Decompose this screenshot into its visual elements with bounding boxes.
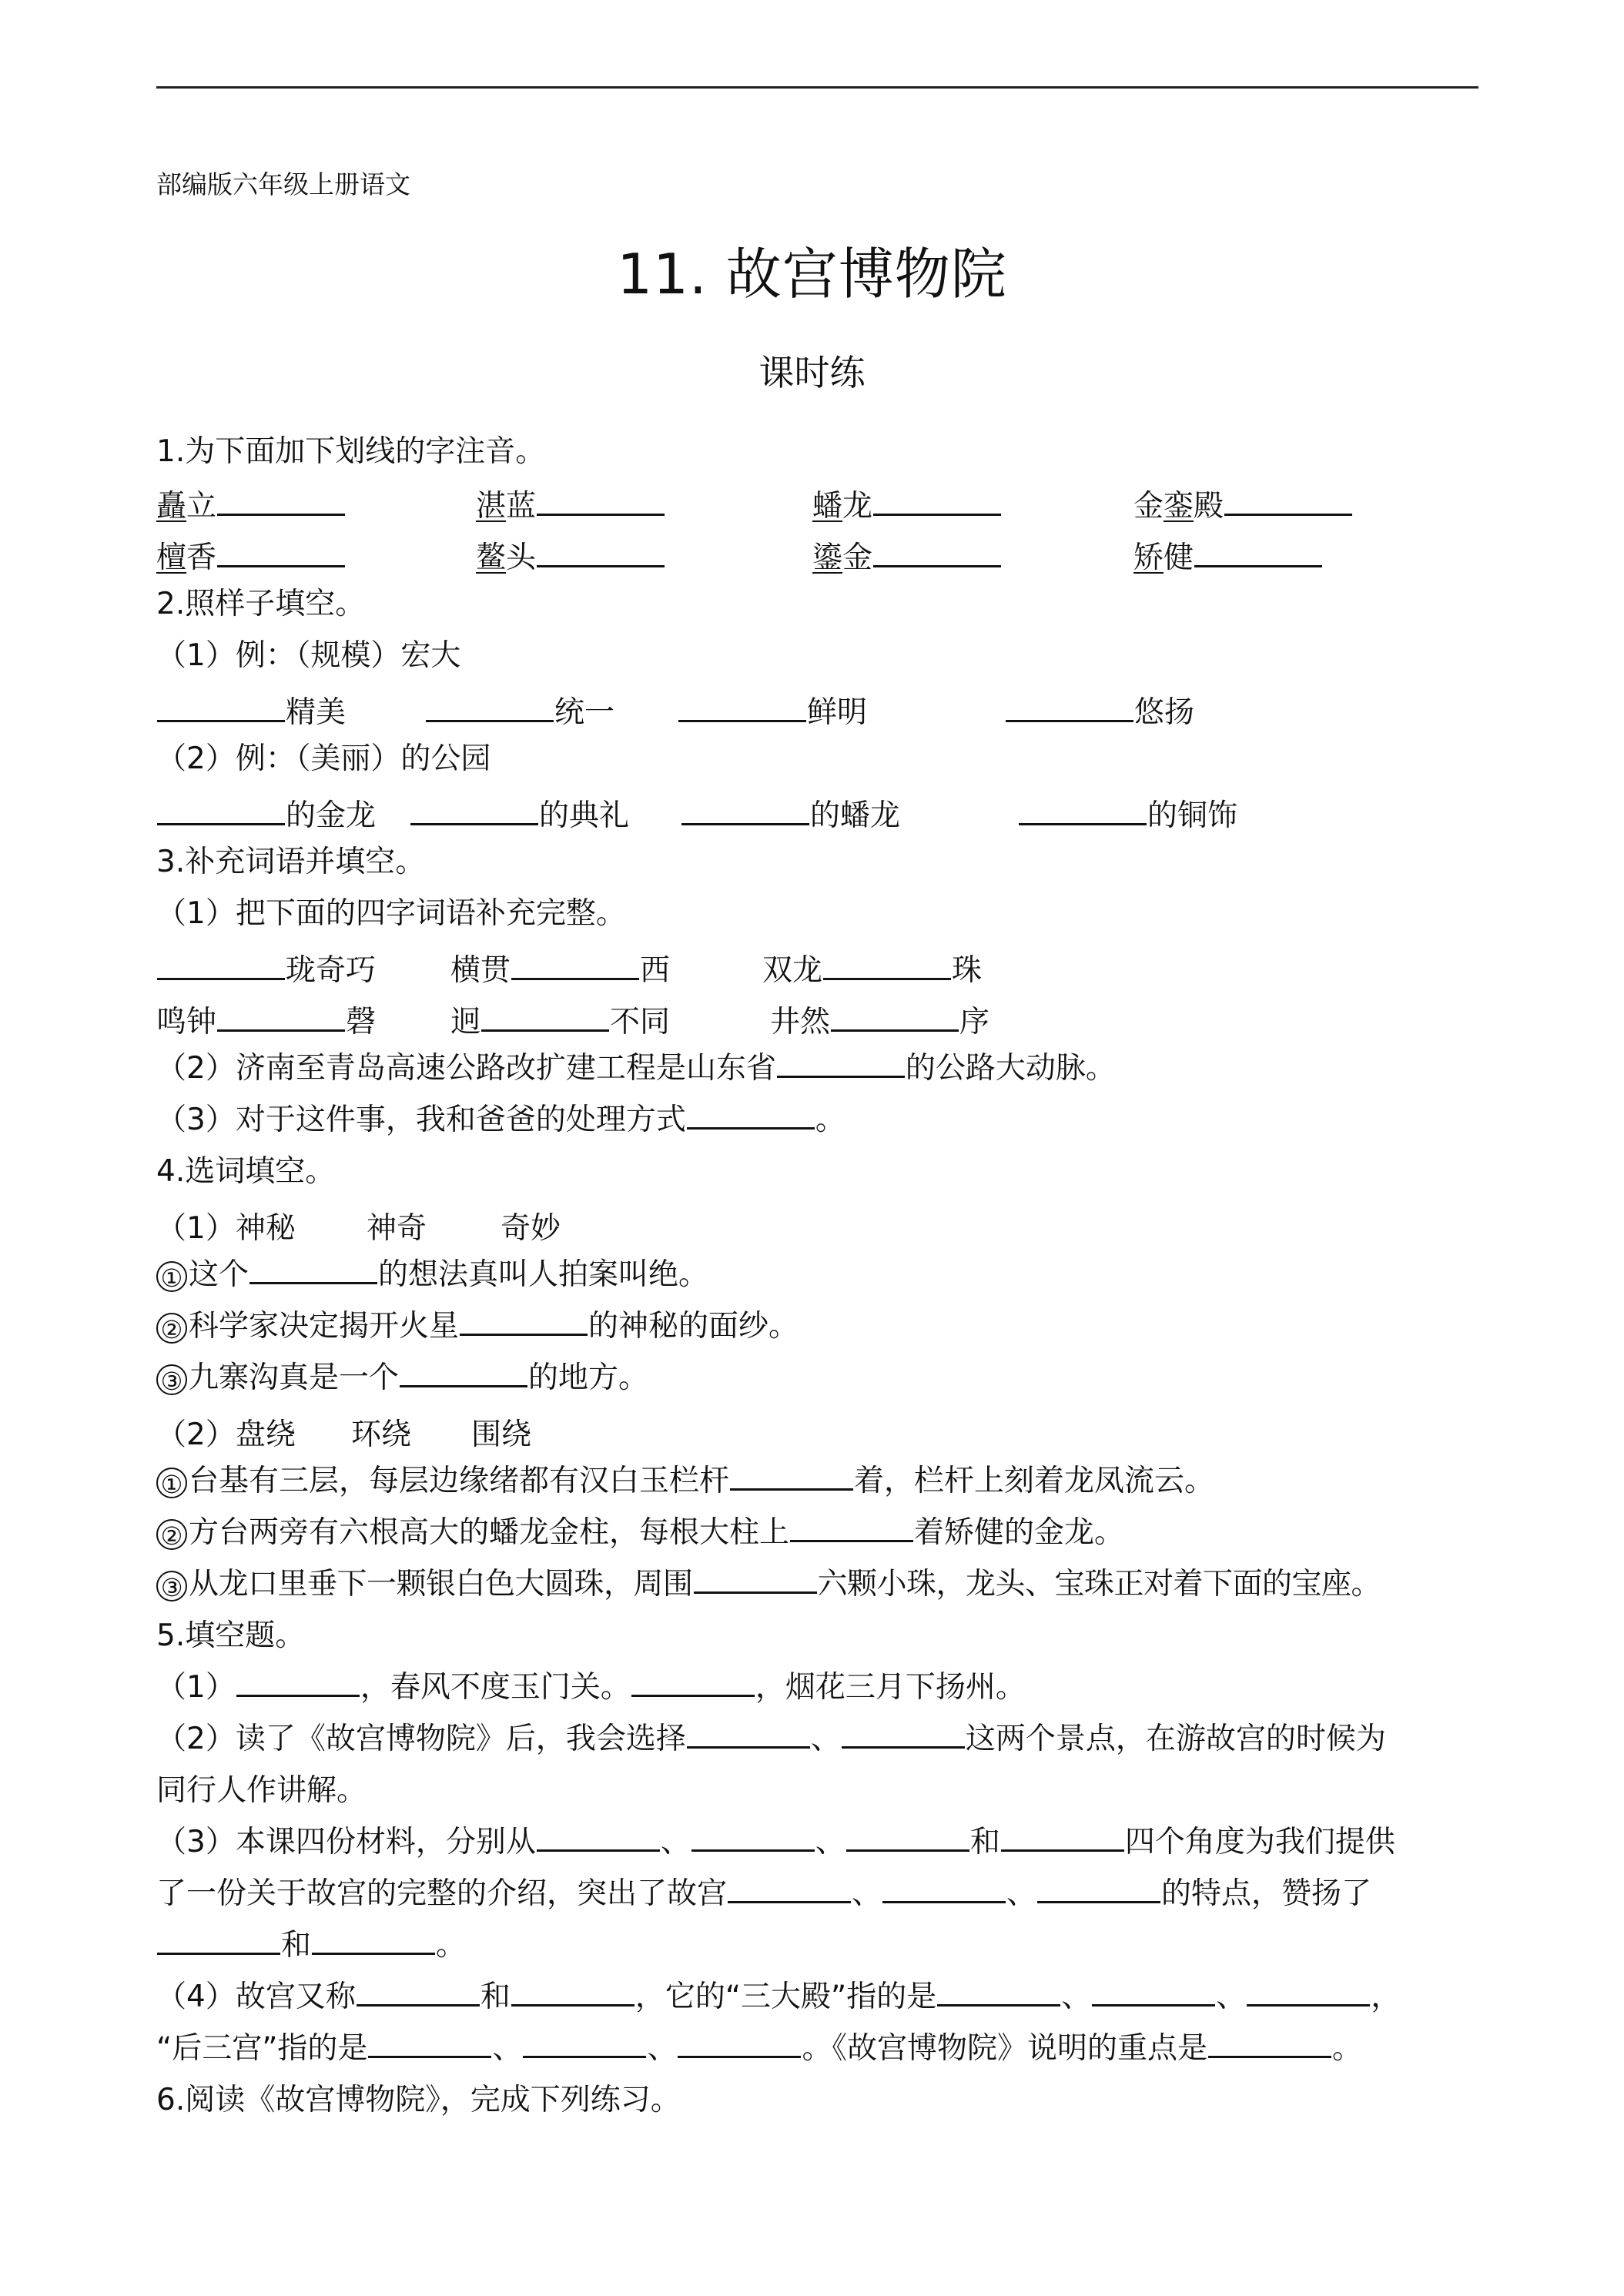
q2-example-2: （2）例：（美丽）的公园: [156, 741, 491, 776]
q2-example-1: （1）例：（规模）宏大: [156, 638, 461, 673]
q4-option: （1）神秘: [156, 1211, 296, 1246]
answer-blank[interactable]: [236, 1668, 360, 1697]
q2-item: 悠扬: [1005, 688, 1194, 731]
answer-blank[interactable]: [937, 1978, 1060, 2006]
answer-blank[interactable]: [873, 487, 1001, 516]
answer-blank[interactable]: [1208, 2030, 1331, 2058]
q3-item: 双龙 珠: [762, 953, 983, 988]
answer-blank[interactable]: [1019, 797, 1147, 825]
answer-blank[interactable]: [217, 1003, 345, 1032]
q4-sentence: ③ 九寨沟真是一个 的地方。: [156, 1359, 648, 1397]
q5-part3: （3）本课四份材料，分别从 、 、 和 四个角度为我们提供: [156, 1825, 1395, 1859]
header-note: 部编版六年级上册语文: [156, 169, 410, 199]
answer-blank[interactable]: [678, 694, 806, 722]
q1-item: 湛蓝: [476, 482, 665, 525]
answer-blank[interactable]: [400, 1359, 527, 1387]
q4-option: （2）盘绕: [156, 1417, 296, 1452]
answer-blank[interactable]: [882, 1875, 1006, 1903]
answer-blank[interactable]: [1092, 1978, 1215, 2006]
q3-item: 珑奇巧: [156, 946, 376, 989]
q1-item: 金銮殿: [1133, 482, 1353, 525]
q4-sentence: ① 这个 的想法真叫人拍案叫绝。: [156, 1256, 708, 1294]
answer-blank[interactable]: [357, 1978, 480, 2006]
answer-blank[interactable]: [691, 1823, 815, 1852]
answer-blank[interactable]: [523, 2030, 646, 2058]
q5-part3-end: 和 。: [156, 1926, 466, 1965]
q2-item: 的金龙: [156, 792, 376, 835]
answer-blank[interactable]: [157, 1926, 280, 1955]
answer-blank[interactable]: [249, 1256, 377, 1284]
answer-blank[interactable]: [157, 952, 285, 980]
q2-item: 的典礼: [410, 792, 629, 835]
answer-blank[interactable]: [777, 1049, 905, 1078]
answer-blank[interactable]: [537, 539, 665, 567]
q1-item: 鎏金: [812, 534, 1002, 577]
q5-part4-cont: “后三宫”指的是 、 、 。《故宫博物院》说明的重点是 。: [156, 2031, 1362, 2066]
answer-blank[interactable]: [511, 1978, 635, 2006]
q1-item: 矗立: [156, 482, 346, 525]
answer-blank[interactable]: [426, 694, 554, 722]
q4-sentence: ② 科学家决定揭开火星 的神秘的面纱。: [156, 1307, 799, 1346]
answer-blank[interactable]: [1001, 1823, 1124, 1852]
q5-part2-cont: 同行人作讲解。: [156, 1773, 367, 1808]
q3-sub1: （1）把下面的四字词语补充完整。: [156, 896, 626, 931]
q2-item: 鲜明: [678, 688, 867, 731]
q1-heading: 1.为下面加下划线的字注音。: [156, 434, 546, 469]
q4-option: 奇妙: [501, 1211, 561, 1246]
answer-blank[interactable]: [730, 1462, 853, 1491]
answer-blank[interactable]: [1247, 1978, 1370, 2006]
answer-blank[interactable]: [537, 487, 665, 516]
answer-blank[interactable]: [410, 797, 538, 825]
answer-blank[interactable]: [157, 797, 285, 825]
q3-sub2: （2）济南至青岛高速公路改扩建工程是山东省 的公路大动脉。: [156, 1051, 1116, 1086]
q4-sentence: ① 台基有三层，每层边缘绪都有汉白玉栏杆 着，栏杆上刻着龙凤流云。: [156, 1462, 1214, 1501]
answer-blank[interactable]: [1037, 1875, 1160, 1903]
q3-sub3: （3）对于这件事，我和爸爸的处理方式 。: [156, 1103, 845, 1137]
answer-blank[interactable]: [823, 952, 951, 980]
answer-blank[interactable]: [1224, 487, 1352, 516]
q1-item: 鳌头: [476, 534, 665, 577]
answer-blank[interactable]: [368, 2030, 491, 2058]
q5-heading: 5.填空题。: [156, 1618, 306, 1653]
q1-item: 蟠龙: [812, 482, 1002, 525]
q5-part1: （1） ，春风不度玉门关。 ，烟花三月下扬州。: [156, 1670, 1026, 1705]
q5-part3-cont: 了一份关于故宫的完整的介绍，突出了故宫 、 、 的特点，赞扬了: [156, 1876, 1372, 1911]
page-subtitle: 课时练: [758, 352, 866, 393]
q4-option: 围绕: [471, 1417, 532, 1452]
answer-blank[interactable]: [217, 539, 345, 567]
answer-blank[interactable]: [157, 694, 285, 722]
answer-blank[interactable]: [790, 1514, 913, 1542]
q4-sentence: ② 方台两旁有六根高大的蟠龙金柱，每根大柱上 着矫健的金龙。: [156, 1514, 1124, 1552]
answer-blank[interactable]: [312, 1926, 435, 1955]
page-title: 11. 故宫博物院: [617, 242, 1007, 306]
answer-blank[interactable]: [678, 2030, 801, 2058]
q3-item: 井然 序: [770, 1005, 990, 1039]
q4-option: 环绕: [351, 1417, 412, 1452]
answer-blank[interactable]: [631, 1668, 755, 1697]
answer-blank[interactable]: [873, 539, 1001, 567]
q4-heading: 4.选词填空。: [156, 1154, 336, 1189]
q1-item: 矫健: [1133, 534, 1323, 577]
answer-blank[interactable]: [460, 1307, 588, 1336]
answer-blank[interactable]: [728, 1875, 851, 1903]
answer-blank[interactable]: [1006, 694, 1133, 722]
answer-blank[interactable]: [842, 1720, 965, 1749]
answer-blank[interactable]: [831, 1003, 959, 1032]
q2-item: 精美: [156, 688, 346, 731]
answer-blank[interactable]: [511, 952, 639, 980]
answer-blank[interactable]: [846, 1823, 969, 1852]
q2-item: 的铜饰: [1018, 792, 1237, 835]
answer-blank[interactable]: [687, 1720, 810, 1749]
q1-item: 檀香: [156, 534, 346, 577]
answer-blank[interactable]: [1194, 539, 1322, 567]
top-rule: [156, 86, 1478, 89]
q3-item: 鸣钟 磬: [156, 1005, 377, 1039]
q5-part4: （4）故宫又称 和 ，它的“三大殿”指的是 、 、 ，: [156, 1980, 1401, 2014]
answer-blank[interactable]: [481, 1003, 609, 1032]
answer-blank[interactable]: [217, 487, 345, 516]
q3-heading: 3.补充词语并填空。: [156, 845, 426, 879]
q6-heading: 6.阅读《故宫博物院》，完成下列练习。: [156, 2083, 681, 2117]
q3-item: 迥 不同: [450, 1005, 671, 1039]
q3-item: 横贯 西: [450, 953, 671, 988]
q5-part2: （2）读了《故宫博物院》后，我会选择 、 这两个景点，在游故宫的时候为: [156, 1722, 1386, 1756]
answer-blank[interactable]: [687, 1101, 815, 1130]
answer-blank[interactable]: [537, 1823, 660, 1852]
q2-item: 统一: [425, 688, 614, 731]
q2-heading: 2.照样子填空。: [156, 587, 366, 621]
q4-option: 神奇: [367, 1211, 427, 1246]
answer-blank[interactable]: [681, 797, 809, 825]
q2-item: 的蟠龙: [681, 792, 900, 835]
answer-blank[interactable]: [694, 1565, 817, 1594]
q4-sentence: ③ 从龙口里垂下一颗银白色大圆珠，周围 六颗小珠，龙头、宝珠正对着下面的宝座。: [156, 1565, 1381, 1604]
